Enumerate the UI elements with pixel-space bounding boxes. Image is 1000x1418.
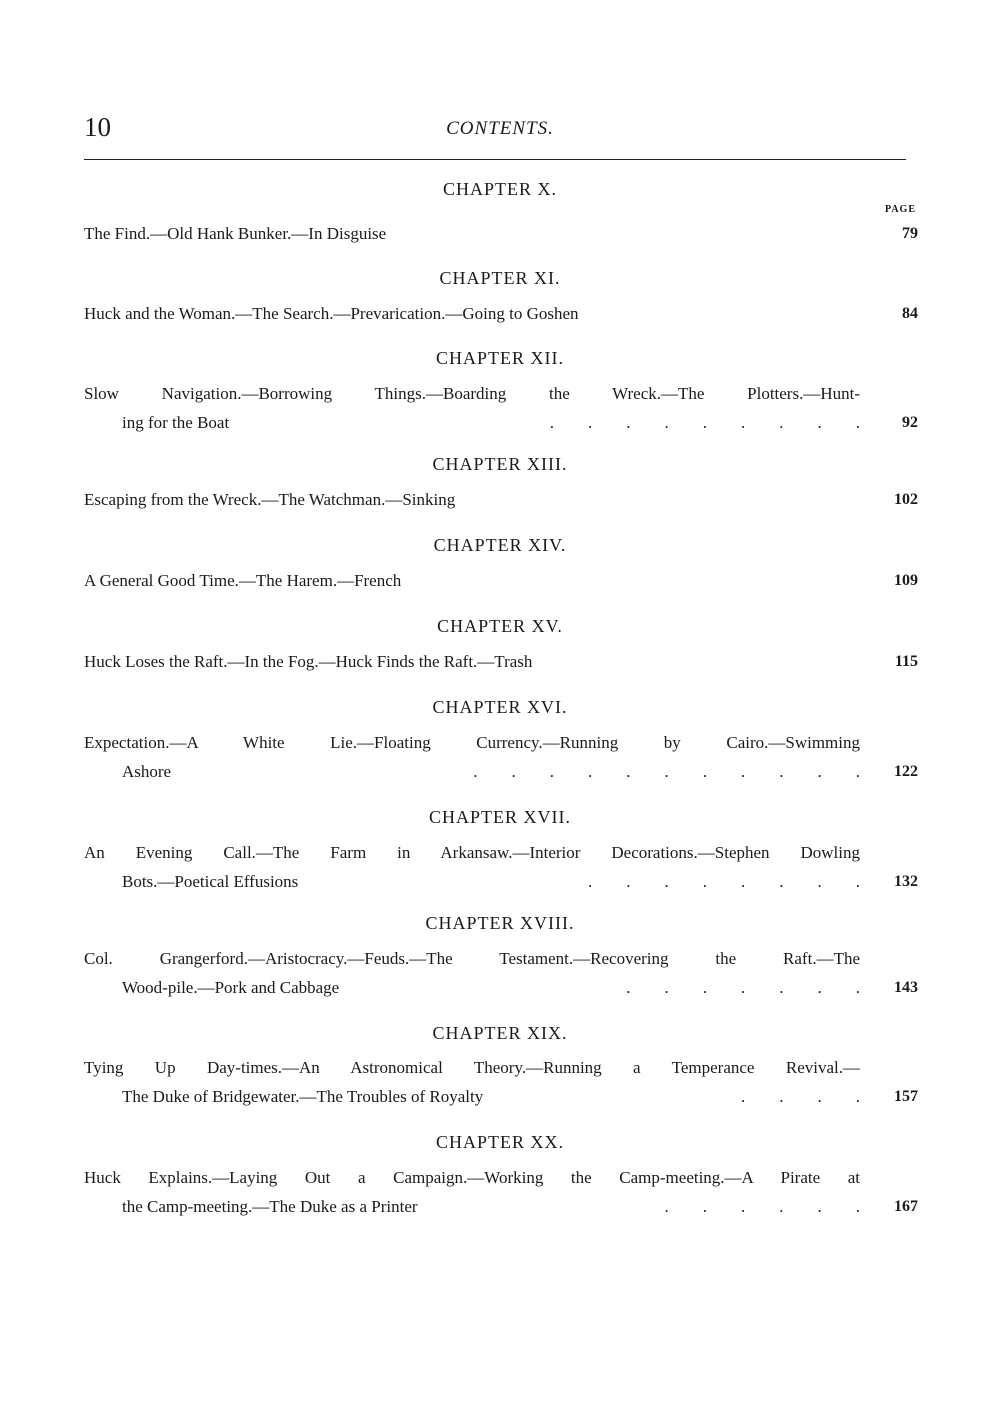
chapter-heading: CHAPTER XX. [435,1132,564,1152]
entry-page: 132 [894,873,918,890]
entry-title: Col. Grangerford.—Aristocracy.—Feuds.—The Testament.—Recovering the Raft.—The [84,949,860,968]
entry-page: 92 [902,414,918,431]
entry-page: 143 [894,979,918,996]
chapter-heading: CHAPTER XII. [436,348,564,368]
entry-title-continued [122,973,860,1002]
entry-page: 157 [894,1088,918,1105]
entry-page: 122 [894,763,918,780]
entry-title: Expectation.—A White Lie.—Floating Currency.—Running by Cairo.—Swimming [84,733,860,752]
entry-title: Huck Explains.—Laying Out a Campaign.—Working the Camp-meeting.—A Pirate at [84,1168,860,1187]
entry-page: 79 [902,225,918,242]
entry-title: The Find.—Old Hank Bunker.—In Disguise [84,224,387,243]
entry-title: A General Good Time.—The Harem.—French [84,571,402,590]
entry-title-continued [122,408,860,437]
chapter-heading: CHAPTER XVIII. [425,913,575,933]
dot-leader: . . . . . . . . . . . [473,762,860,781]
chapter-heading: CHAPTER XIX. [432,1023,568,1043]
chapter-heading: CHAPTER XVI. [432,697,568,717]
chapter-heading: CHAPTER XV. [437,616,563,636]
dot-leader: . . . . . . . . . [549,413,860,432]
chapter-heading: CHAPTER X. [442,179,557,199]
entry-title: An Evening Call.—The Farm in Arkansaw.—Interior Decorations.—Stephen Dowling [84,843,860,862]
page-number: 10 [84,112,111,142]
entry-page: 84 [902,305,918,322]
chapter-heading: CHAPTER XIV. [433,535,567,555]
entry-title-continuation: The Duke of Bridgewater.—The Troubles of Royalty [122,1087,484,1106]
entry-title: Huck and the Woman.—The Search.—Prevarication.—Going to Goshen [84,304,579,323]
running-title: CONTENTS. [446,118,554,139]
entry-title-continuation: ing for the Boat [122,413,230,432]
entry-title-continuation: Wood-pile.—Pork and Cabbage [122,978,340,997]
chapter-heading: CHAPTER XVII. [429,807,571,827]
chapter-heading: CHAPTER XI. [439,268,561,288]
chapter-heading: CHAPTER XIII. [432,454,568,474]
entry-title-continued [122,867,860,896]
entry-title-continued [122,757,860,786]
dot-leader: . . . . [741,1087,860,1106]
entry-title-continued [122,1082,860,1111]
dot-leader: . . . . . . . [626,978,860,997]
entry-title-continuation: Ashore [122,762,172,781]
entry-page: 109 [894,572,918,589]
entry-page: 115 [894,653,918,670]
entry-title: Slow Navigation.—Borrowing Things.—Boarding the Wreck.—The Plotters.—Hunt- [84,384,860,403]
dot-leader: . . . . . . . . [588,872,860,891]
dot-leader: . . . . . . [664,1197,860,1216]
entry-title-continuation: Bots.—Poetical Effusions [122,872,299,891]
entry-title: Tying Up Day-times.—An Astronomical Theory.—Running a Temperance Revival.— [84,1058,860,1077]
header-rule [84,159,906,160]
entry-page: 167 [894,1198,918,1215]
entry-title-continued [122,1192,860,1221]
entry-title-continuation: the Camp-meeting.—The Duke as a Printer [122,1197,418,1216]
entry-title: Escaping from the Wreck.—The Watchman.—Sinking [84,490,456,509]
page-column-label: PAGE [884,204,916,215]
entry-page: 102 [894,491,918,508]
entry-title: Huck Loses the Raft.—In the Fog.—Huck Finds the Raft.—Trash [84,652,533,671]
